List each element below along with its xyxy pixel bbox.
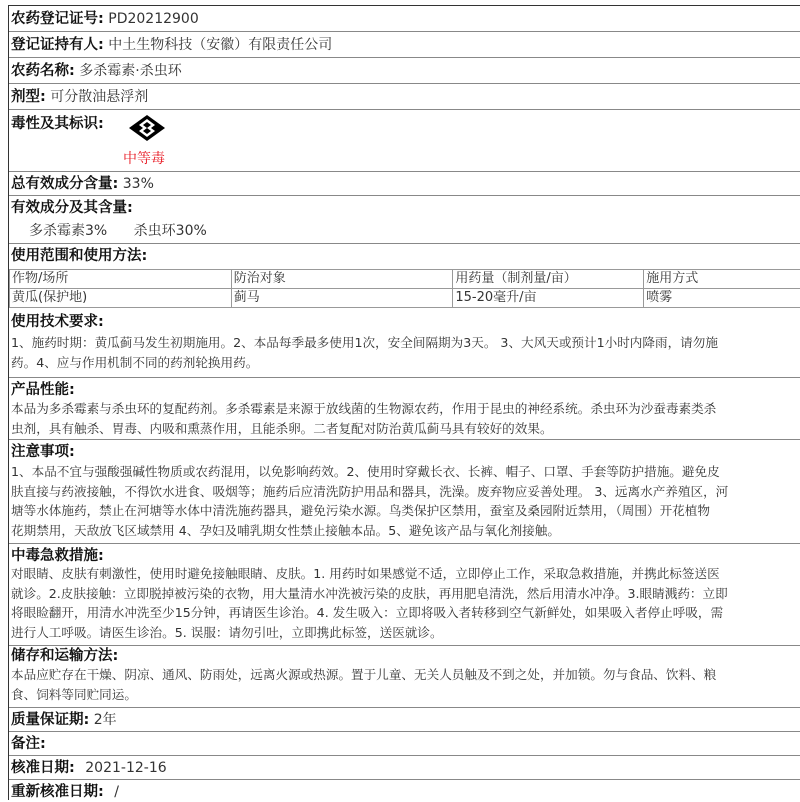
remarks-row	[9, 732, 800, 756]
first-aid-line: 将眼睑翻开，用清水冲洗至少15分钟，再请医生诊治。4. 发生吸入：立即将吸入者转移到空气新鲜处，如果吸入者停止呼吸，需	[11, 603, 800, 623]
usage-header-cell: 作物/场所	[10, 270, 232, 289]
reapproval-date-row	[9, 780, 800, 801]
technical-line: 药。4、应与作用机制不同的药剂轮换用药。	[11, 353, 800, 373]
performance-label: 产品性能:	[11, 382, 75, 398]
precautions-line: 肤直接与药液接触，不得饮水进食、吸烟等；施药后应清洗防护用品和器具，洗澡。废弃物应妥善处理。 3、远离水产养殖区，河	[11, 482, 800, 502]
pesticide-label-sheet	[8, 5, 800, 800]
holder-label: 登记证持有人:	[11, 37, 104, 53]
performance-line: 虫剂，具有触杀、胃毒、内吸和熏蒸作用，且能杀卵。二者复配对防治黄瓜蓟马具有较好的效果。	[11, 419, 800, 439]
storage-line: 食、饲料等同贮同运。	[11, 685, 800, 705]
registration-value: PD20212900	[108, 11, 198, 27]
precautions-line: 塘等水体施药，禁止在河塘等水体中清洗施药器具，避免污染水源。鸟类保护区禁用，蚕室及桑园附近禁用，（周围）开花植物	[11, 501, 800, 521]
first-aid-section	[9, 544, 800, 646]
warranty-label: 质量保证期:	[11, 712, 89, 728]
usage-table	[9, 269, 800, 308]
holder-row	[9, 32, 800, 58]
warranty-value: 2年	[94, 712, 117, 728]
toxicity-label: 毒性及其标识:	[11, 116, 104, 132]
toxicity-diamond-icon	[127, 114, 167, 142]
reapproval-date-label: 重新核准日期:	[11, 784, 104, 800]
usage-header-cell: 用药量（制剂量/亩）	[453, 270, 644, 289]
usage-header-cell: 防治对象	[231, 270, 453, 289]
usage-cell: 15-20毫升/亩	[453, 289, 644, 308]
ingredient-item: 杀虫环30%	[134, 223, 207, 239]
registration-row	[9, 6, 800, 32]
first-aid-line: 进行人工呼吸。请医生诊治。5. 误服：请勿引吐，立即携此标签，送医就诊。	[11, 623, 800, 643]
warranty-row	[9, 708, 800, 732]
usage-label: 使用范围和使用方法:	[11, 248, 147, 264]
formulation-value: 可分散油悬浮剂	[50, 89, 148, 105]
holder-value: 中土生物科技（安徽）有限责任公司	[108, 37, 332, 53]
total-content-value: 33%	[123, 176, 154, 192]
precautions-section	[9, 440, 800, 544]
precautions-label: 注意事项:	[11, 444, 75, 460]
formulation-label: 剂型:	[11, 89, 46, 105]
toxicity-row	[9, 110, 800, 172]
formulation-row	[9, 84, 800, 110]
usage-cell: 喷雾	[644, 289, 800, 308]
product-name-row	[9, 58, 800, 84]
usage-header-cell: 施用方式	[644, 270, 800, 289]
first-aid-label: 中毒急救措施:	[11, 548, 104, 564]
approval-date-label: 核准日期:	[11, 760, 75, 776]
performance-section	[9, 378, 800, 440]
ingredients-label: 有效成分及其含量:	[11, 200, 133, 216]
storage-section	[9, 646, 800, 708]
storage-line: 本品应贮存在干燥、阴凉、通风、防雨处，远离火源或热源。置于儿童、无关人员触及不到之处，并加锁。勿与食品、饮料、粮	[11, 665, 800, 685]
remarks-label: 备注:	[11, 736, 46, 752]
first-aid-line: 对眼睛、皮肤有刺激性，使用时避免接触眼睛、皮肤。1. 用药时如果感觉不适，立即停止工作，采取急救措施，并携此标签送医	[11, 564, 800, 584]
first-aid-line: 就诊。2.皮肤接触：立即脱掉被污染的衣物，用大量清水冲洗被污染的皮肤，再用肥皂清洗，然后用清水冲净。3.眼睛溅药：立即	[11, 584, 800, 604]
technical-label: 使用技术要求:	[11, 314, 104, 330]
product-name-label: 农药名称:	[11, 63, 75, 79]
usage-section	[9, 244, 800, 310]
approval-date-value: 2021-12-16	[85, 760, 166, 776]
total-content-row	[9, 172, 800, 196]
usage-cell: 蓟马	[231, 289, 453, 308]
technical-section	[9, 310, 800, 378]
toxicity-level: 中等毒	[123, 149, 165, 169]
usage-cell: 黄瓜(保护地)	[10, 289, 232, 308]
usage-table-header	[10, 270, 800, 289]
ingredient-item: 多杀霉素3%	[29, 223, 107, 239]
storage-label: 储存和运输方法:	[11, 648, 118, 664]
technical-line: 1、施药时期：黄瓜蓟马发生初期施用。2、本品每季最多使用1次，安全间隔期为3天。 3、大风天或预计1小时内降雨，请勿施	[11, 333, 800, 353]
product-name-value: 多杀霉素·杀虫环	[79, 63, 181, 79]
ingredients-row	[9, 196, 800, 244]
precautions-line: 花期禁用，天敌放飞区域禁用 4、孕妇及哺乳期女性禁止接触本品。5、避免该产品与氧化剂接触。	[11, 521, 800, 541]
reapproval-date-value: /	[114, 784, 119, 800]
usage-table-row	[10, 289, 800, 308]
approval-date-row	[9, 756, 800, 780]
performance-line: 本品为多杀霉素与杀虫环的复配药剂。多杀霉素是来源于放线菌的生物源农药，作用于昆虫的神经系统。杀虫环为沙蚕毒素类杀	[11, 399, 800, 419]
precautions-line: 1、本品不宜与强酸强碱性物质或农药混用，以免影响药效。2、使用时穿戴长衣、长裤、帽子、口罩、手套等防护措施。避免皮	[11, 462, 800, 482]
registration-label: 农药登记证号:	[11, 11, 104, 27]
total-content-label: 总有效成分含量:	[11, 176, 118, 192]
